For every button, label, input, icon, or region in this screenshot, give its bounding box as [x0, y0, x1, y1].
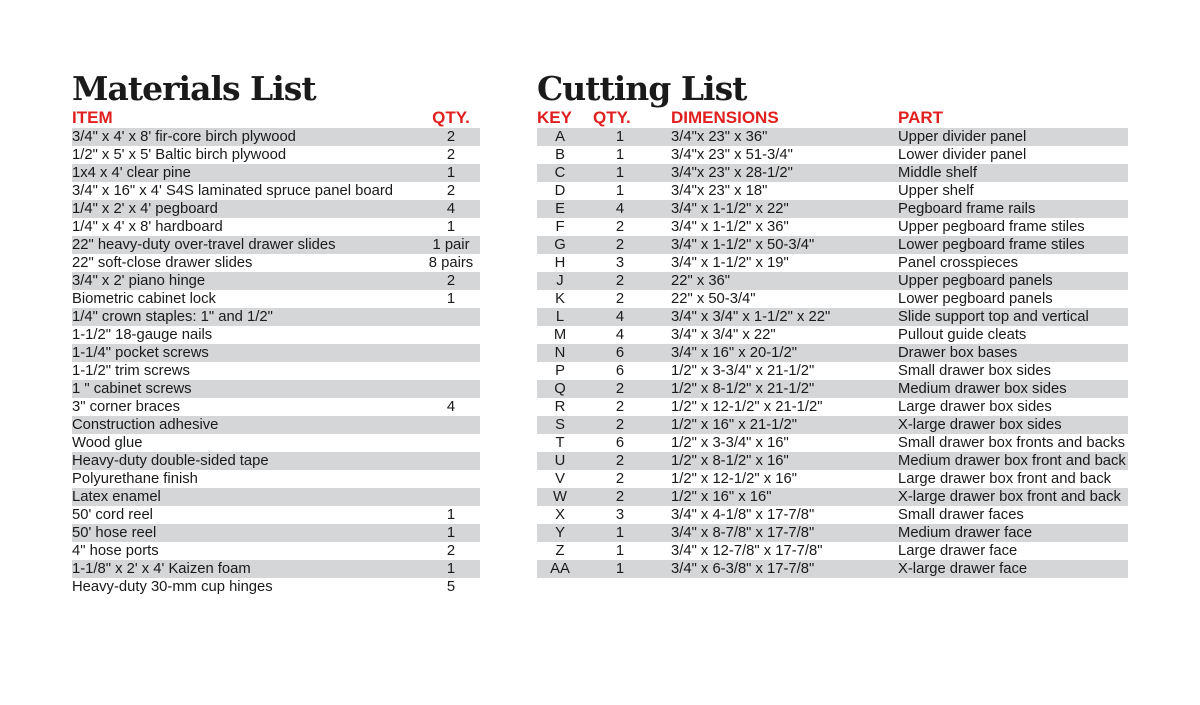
- cutting-title: Cutting List: [537, 69, 747, 108]
- cutting-dimensions: 3/4" x 16" x 20-1/2": [657, 344, 888, 362]
- cutting-dimensions: 3/4" x 1-1/2" x 22": [657, 200, 888, 218]
- material-qty: 4: [446, 399, 456, 415]
- material-qty: 2: [446, 147, 456, 163]
- cutting-row: [537, 326, 1128, 344]
- materials-row: [72, 578, 480, 596]
- cutting-row: [537, 290, 1128, 308]
- cutting-dimensions: 22" x 36": [657, 272, 888, 290]
- material-item: 1-1/2" 18-gauge nails: [72, 327, 213, 343]
- cutting-qty: 2: [615, 471, 625, 487]
- cutting-part: Slide support top and vertical: [888, 308, 1128, 326]
- cutting-key: Y: [537, 524, 583, 542]
- materials-header-row: [72, 108, 480, 128]
- cutting-row: [537, 182, 1128, 200]
- cutting-qty: 2: [615, 291, 625, 307]
- cutting-part: X-large drawer box front and back: [888, 488, 1128, 506]
- cutting-part: Medium drawer face: [888, 524, 1128, 542]
- materials-row: [72, 452, 480, 470]
- material-item: Heavy-duty double-sided tape: [72, 452, 422, 470]
- material-item: 22" heavy-duty over-travel drawer slides: [72, 236, 422, 254]
- material-item: 50' cord reel: [72, 507, 153, 523]
- materials-row: [72, 308, 480, 326]
- materials-row: [72, 182, 480, 200]
- cutting-part: Medium drawer box front and back: [888, 452, 1128, 470]
- cutting-row: [537, 524, 1128, 542]
- cutting-list: [537, 70, 1128, 578]
- materials-row: [72, 290, 480, 308]
- cutting-qty: 4: [583, 308, 657, 326]
- material-qty: [422, 362, 480, 380]
- cutting-header-key: KEY: [537, 108, 572, 127]
- cutting-header-row: [537, 108, 1128, 128]
- materials-row: [72, 362, 480, 380]
- materials-title: Materials List: [72, 69, 316, 108]
- cutting-table: [537, 108, 1128, 578]
- materials-row: [72, 542, 480, 560]
- cutting-row: [537, 506, 1128, 524]
- cutting-dimensions: 3/4"x 23" x 36": [657, 128, 888, 146]
- material-item: 1 " cabinet screws: [72, 380, 422, 398]
- cutting-dimensions: 3/4"x 23" x 51-3/4": [671, 147, 793, 163]
- cutting-row: [537, 218, 1128, 236]
- cutting-key: F: [555, 219, 565, 235]
- material-item: Wood glue: [72, 435, 143, 451]
- material-qty: 1: [422, 524, 480, 542]
- material-item: 3/4" x 2' piano hinge: [72, 272, 422, 290]
- cutting-part: Pullout guide cleats: [898, 327, 1027, 343]
- materials-row: [72, 524, 480, 542]
- cutting-dimensions: 1/2" x 12-1/2" x 16": [671, 471, 797, 487]
- cutting-key: T: [555, 435, 565, 451]
- cutting-part: Panel crosspieces: [898, 255, 1019, 271]
- cutting-qty: 2: [583, 272, 657, 290]
- cutting-key: B: [555, 147, 565, 163]
- cutting-qty: 2: [583, 380, 657, 398]
- cutting-row: [537, 488, 1128, 506]
- cutting-dimensions: 1/2" x 16" x 21-1/2": [657, 416, 888, 434]
- cutting-qty: 2: [583, 236, 657, 254]
- materials-row: [72, 380, 480, 398]
- cutting-row: [537, 560, 1128, 578]
- material-item: Construction adhesive: [72, 416, 422, 434]
- cutting-key: D: [554, 183, 566, 199]
- cutting-row: [537, 254, 1128, 272]
- cutting-key: V: [555, 471, 565, 487]
- cutting-part: Pegboard frame rails: [888, 200, 1128, 218]
- cutting-dimensions: 22" x 50-3/4": [671, 291, 756, 307]
- material-item: 1/2" x 5' x 5' Baltic birch plywood: [72, 147, 287, 163]
- cutting-qty: 2: [583, 416, 657, 434]
- materials-row: [72, 398, 480, 416]
- materials-row: [72, 470, 480, 488]
- cutting-qty: 1: [583, 524, 657, 542]
- cutting-key: G: [537, 236, 583, 254]
- materials-header-item: ITEM: [72, 108, 113, 127]
- cutting-row: [537, 236, 1128, 254]
- materials-row: [72, 272, 480, 290]
- cutting-dimensions: 1/2" x 3-3/4" x 21-1/2": [671, 363, 815, 379]
- material-qty: 1: [446, 507, 456, 523]
- materials-header-qty: QTY.: [432, 108, 470, 127]
- cutting-qty: 1: [615, 147, 625, 163]
- cutting-dimensions: 3/4" x 3/4" x 22": [671, 327, 776, 343]
- cutting-dimensions: 3/4" x 4-1/8" x 17-7/8": [671, 507, 815, 523]
- cutting-row: [537, 380, 1128, 398]
- material-qty: 4: [422, 200, 480, 218]
- cutting-key: W: [537, 488, 583, 506]
- cutting-key: R: [554, 399, 566, 415]
- cutting-dimensions: 3/4" x 1-1/2" x 19": [671, 255, 789, 271]
- material-qty: 1: [422, 164, 480, 182]
- material-item: 1/4" x 4' x 8' hardboard: [72, 219, 223, 235]
- cutting-dimensions: 1/2" x 3-3/4" x 16": [671, 435, 789, 451]
- cutting-key: A: [537, 128, 583, 146]
- material-qty: [422, 308, 480, 326]
- material-item: 1-1/8" x 2' x 4' Kaizen foam: [72, 560, 422, 578]
- cutting-part: Small drawer box sides: [898, 363, 1051, 379]
- cutting-key: H: [554, 255, 566, 271]
- cutting-qty: 2: [615, 399, 625, 415]
- materials-row: [72, 218, 480, 236]
- material-qty: [422, 326, 480, 344]
- material-item: 3/4" x 16" x 4' S4S laminated spruce panel board: [72, 183, 393, 199]
- cutting-part: Upper pegboard frame stiles: [898, 219, 1085, 235]
- cutting-part: Small drawer faces: [898, 507, 1024, 523]
- cutting-part: Large drawer box sides: [898, 399, 1052, 415]
- cutting-key: E: [537, 200, 583, 218]
- cutting-key: S: [537, 416, 583, 434]
- cutting-row: [537, 344, 1128, 362]
- material-item: 4" hose ports: [72, 543, 159, 559]
- cutting-dimensions: 3/4" x 8-7/8" x 17-7/8": [657, 524, 888, 542]
- cutting-dimensions: 3/4" x 1-1/2" x 50-3/4": [657, 236, 888, 254]
- material-qty: 2: [446, 183, 456, 199]
- material-item: 1-1/4" pocket screws: [72, 344, 422, 362]
- materials-row: [72, 488, 480, 506]
- materials-row: [72, 200, 480, 218]
- cutting-part: Middle shelf: [888, 164, 1128, 182]
- cutting-dimensions: 3/4" x 1-1/2" x 36": [671, 219, 789, 235]
- cutting-rows: [537, 128, 1128, 578]
- material-item: Latex enamel: [72, 488, 422, 506]
- material-qty: [422, 488, 480, 506]
- material-qty: 2: [422, 272, 480, 290]
- cutting-key: P: [555, 363, 565, 379]
- cutting-dimensions: 3/4" x 12-7/8" x 17-7/8": [671, 543, 823, 559]
- cutting-key: Z: [555, 543, 565, 559]
- cutting-header-qty: QTY.: [593, 108, 631, 127]
- materials-row: [72, 164, 480, 182]
- cutting-row: [537, 398, 1128, 416]
- materials-row: [72, 254, 480, 272]
- cutting-row: [537, 128, 1128, 146]
- material-item: 50' hose reel: [72, 524, 422, 542]
- material-qty: 8 pairs: [428, 255, 474, 271]
- material-qty: 1 pair: [422, 236, 480, 254]
- cutting-key: U: [537, 452, 583, 470]
- material-qty: 1: [446, 291, 456, 307]
- material-item: 1/4" x 2' x 4' pegboard: [72, 200, 422, 218]
- cutting-part: Upper pegboard panels: [888, 272, 1128, 290]
- materials-list: [72, 70, 480, 596]
- material-item: 3" corner braces: [72, 399, 181, 415]
- cutting-row: [537, 542, 1128, 560]
- cutting-dimensions: 3/4"x 23" x 18": [671, 183, 768, 199]
- cutting-row: [537, 416, 1128, 434]
- cutting-key: J: [537, 272, 583, 290]
- cutting-row: [537, 200, 1128, 218]
- cutting-qty: 4: [615, 327, 625, 343]
- material-item: Heavy-duty 30-mm cup hinges: [72, 579, 273, 595]
- materials-row: [72, 434, 480, 452]
- cutting-qty: 2: [615, 219, 625, 235]
- cutting-dimensions: 3/4"x 23" x 28-1/2": [657, 164, 888, 182]
- material-item: 1-1/2" trim screws: [72, 363, 190, 379]
- materials-row: [72, 236, 480, 254]
- cutting-key: C: [537, 164, 583, 182]
- cutting-header-dimensions: DIMENSIONS: [671, 108, 779, 127]
- cutting-row: [537, 434, 1128, 452]
- cutting-qty: 4: [583, 200, 657, 218]
- cutting-part: X-large drawer box sides: [888, 416, 1128, 434]
- materials-row: [72, 146, 480, 164]
- cutting-qty: 6: [615, 435, 625, 451]
- materials-row: [72, 344, 480, 362]
- cutting-qty: 1: [615, 543, 625, 559]
- material-qty: 1: [446, 219, 456, 235]
- cutting-part: Lower pegboard frame stiles: [888, 236, 1128, 254]
- material-item: Biometric cabinet lock: [72, 291, 216, 307]
- materials-row: [72, 506, 480, 524]
- material-qty: 1: [422, 560, 480, 578]
- materials-row: [72, 326, 480, 344]
- cutting-row: [537, 470, 1128, 488]
- cutting-row: [537, 164, 1128, 182]
- cutting-header-part: PART: [898, 108, 944, 127]
- cutting-key: M: [553, 327, 567, 343]
- cutting-qty: 1: [583, 164, 657, 182]
- cutting-qty: 1: [583, 128, 657, 146]
- cutting-row: [537, 272, 1128, 290]
- cutting-key: K: [555, 291, 565, 307]
- material-qty: 2: [446, 543, 456, 559]
- cutting-qty: 3: [615, 507, 625, 523]
- cutting-row: [537, 452, 1128, 470]
- materials-row: [72, 416, 480, 434]
- cutting-part: X-large drawer face: [888, 560, 1128, 578]
- material-item: 1x4 x 4' clear pine: [72, 164, 422, 182]
- material-item: Polyurethane finish: [72, 471, 198, 487]
- cutting-row: [537, 362, 1128, 380]
- cutting-key: AA: [537, 560, 583, 578]
- cutting-row: [537, 308, 1128, 326]
- cutting-dimensions: 1/2" x 16" x 16": [657, 488, 888, 506]
- cutting-part: Lower pegboard panels: [898, 291, 1053, 307]
- materials-row: [72, 128, 480, 146]
- cutting-qty: 2: [583, 488, 657, 506]
- cutting-row: [537, 146, 1128, 164]
- material-qty: 2: [422, 128, 480, 146]
- material-qty: [422, 380, 480, 398]
- materials-row: [72, 560, 480, 578]
- cutting-qty: 2: [583, 452, 657, 470]
- material-item: 3/4" x 4' x 8' fir-core birch plywood: [72, 128, 422, 146]
- cutting-part: Medium drawer box sides: [888, 380, 1128, 398]
- cutting-qty: 1: [583, 560, 657, 578]
- material-qty: [422, 470, 480, 488]
- material-qty: 5: [446, 579, 456, 595]
- cutting-part: Lower divider panel: [898, 147, 1027, 163]
- cutting-qty: 3: [615, 255, 625, 271]
- cutting-key: X: [555, 507, 565, 523]
- cutting-qty: 1: [615, 183, 625, 199]
- cutting-dimensions: 3/4" x 3/4" x 1-1/2" x 22": [657, 308, 888, 326]
- cutting-part: Large drawer box front and back: [898, 471, 1112, 487]
- cutting-dimensions: 1/2" x 8-1/2" x 16": [657, 452, 888, 470]
- cutting-key: N: [537, 344, 583, 362]
- cutting-key: Q: [537, 380, 583, 398]
- cutting-dimensions: 3/4" x 6-3/8" x 17-7/8": [657, 560, 888, 578]
- cutting-part: Small drawer box fronts and backs: [898, 435, 1125, 451]
- material-item: 1/4" crown staples: 1" and 1/2": [72, 308, 422, 326]
- cutting-part: Drawer box bases: [888, 344, 1128, 362]
- cutting-key: L: [537, 308, 583, 326]
- cutting-dimensions: 1/2" x 8-1/2" x 21-1/2": [657, 380, 888, 398]
- materials-table: [72, 108, 480, 596]
- material-qty: [422, 452, 480, 470]
- cutting-qty: 6: [615, 363, 625, 379]
- material-qty: [422, 344, 480, 362]
- material-qty: [422, 416, 480, 434]
- cutting-part: Upper divider panel: [888, 128, 1128, 146]
- material-qty: [422, 434, 480, 452]
- material-item: 22" soft-close drawer slides: [72, 255, 253, 271]
- cutting-qty: 6: [583, 344, 657, 362]
- materials-rows: [72, 128, 480, 596]
- cutting-dimensions: 1/2" x 12-1/2" x 21-1/2": [671, 399, 823, 415]
- cutting-part: Large drawer face: [898, 543, 1018, 559]
- cutting-part: Upper shelf: [898, 183, 974, 199]
